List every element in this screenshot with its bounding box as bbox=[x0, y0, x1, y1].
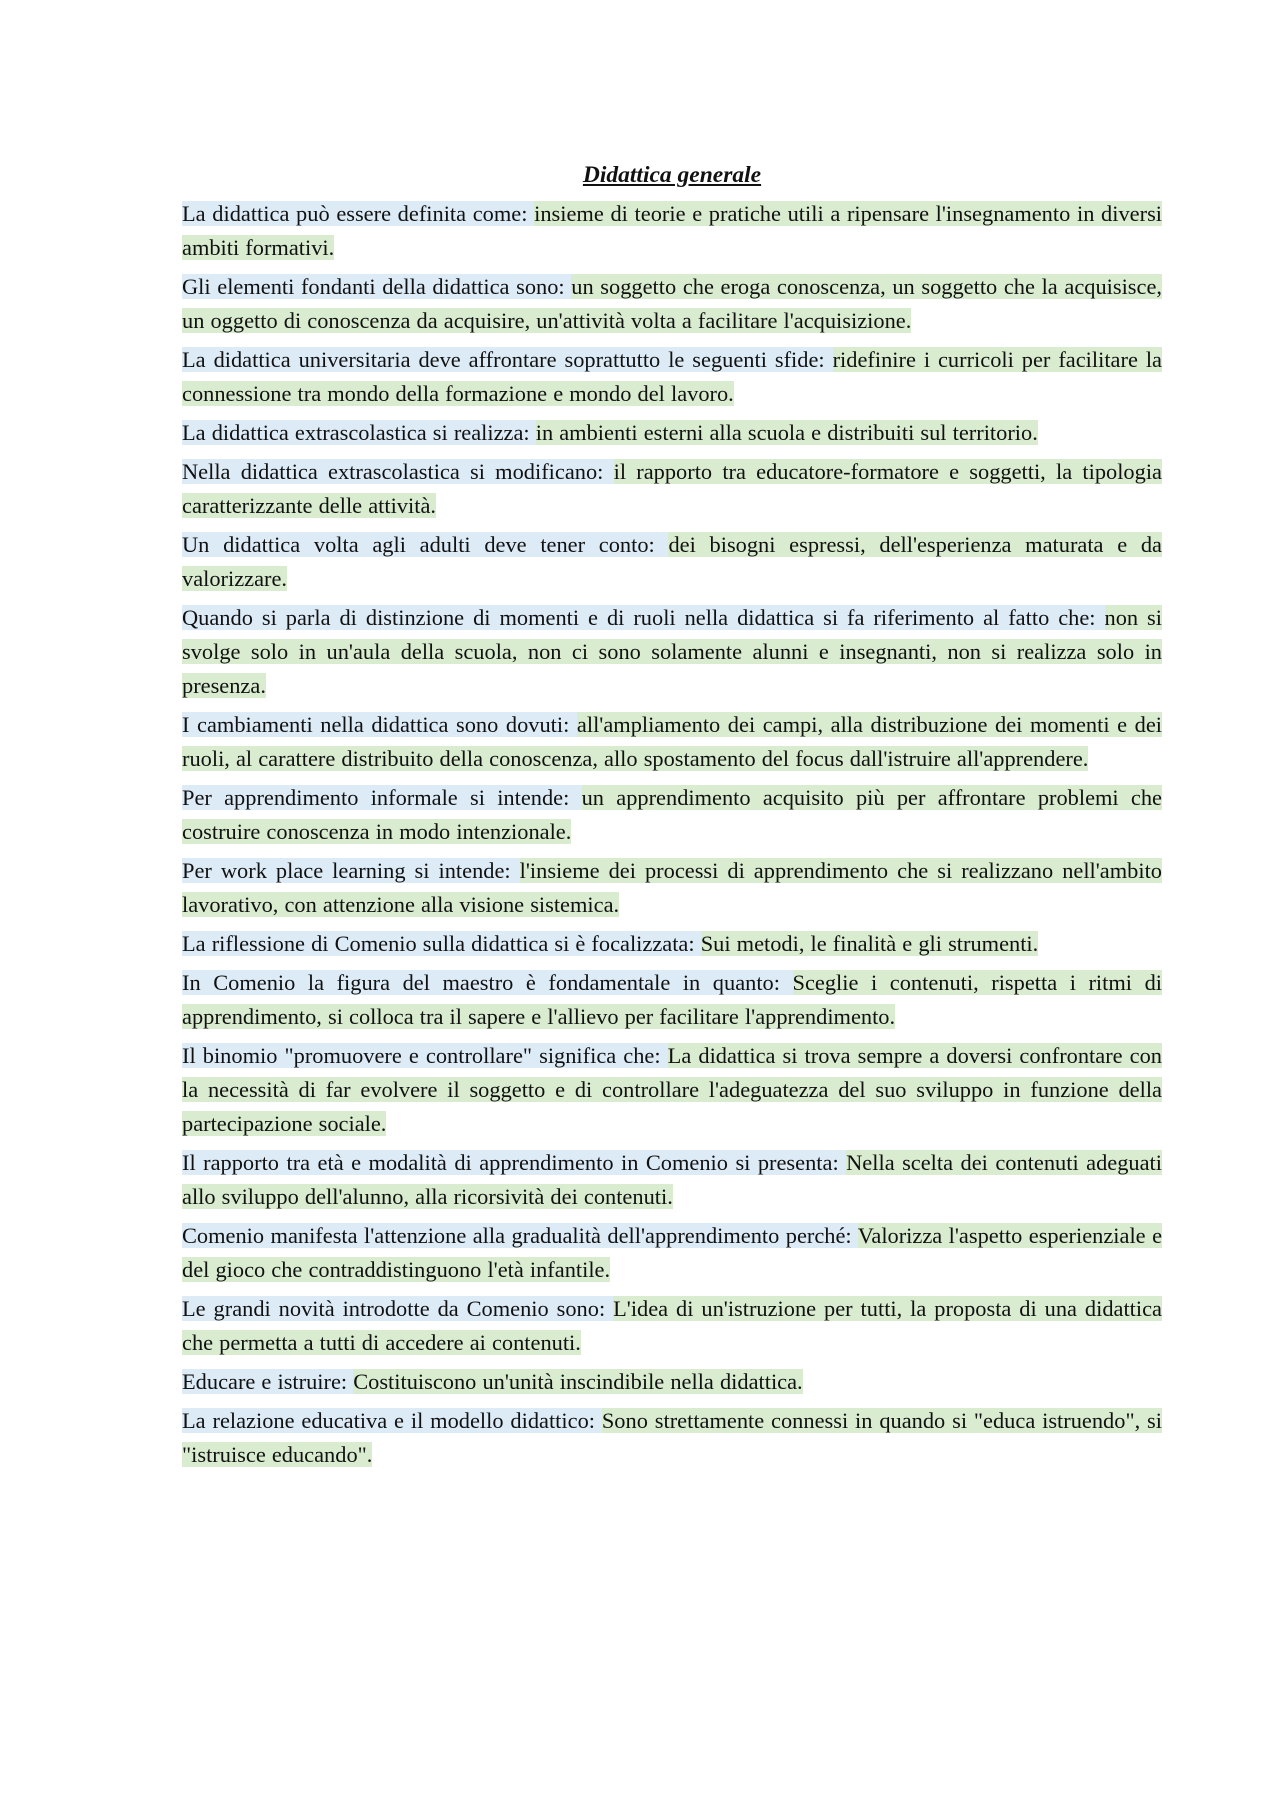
answer: ridefinire i curricoli per facilitare la connessione tra mondo della formazione e mondo del lavoro. bbox=[182, 347, 1162, 406]
qa-item-11 bbox=[182, 927, 1162, 961]
question: La riflessione di Comenio sulla didattica si è focalizzata: bbox=[182, 931, 701, 956]
answer: Valorizza l'aspetto esperienziale e del gioco che contraddistinguono l'età infantile. bbox=[182, 1223, 1163, 1282]
document-page bbox=[182, 158, 1162, 1472]
qa-item-7 bbox=[182, 601, 1162, 703]
question: Il rapporto tra età e modalità di apprendimento in Comenio si presenta: bbox=[182, 1150, 847, 1175]
qa-item-1 bbox=[182, 197, 1162, 265]
qa-item-6 bbox=[182, 528, 1162, 596]
qa-item-10 bbox=[182, 854, 1162, 922]
question: Quando si parla di distinzione di momenti e di ruoli nella didattica si fa riferimento al fatto che: bbox=[182, 605, 1105, 630]
question: La didattica universitaria deve affrontare soprattutto le seguenti sfide: bbox=[182, 347, 833, 372]
qa-item-16 bbox=[182, 1292, 1162, 1360]
answer: un apprendimento acquisito più per affrontare problemi che costruire conoscenza in modo intenzionale. bbox=[182, 785, 1162, 844]
page-title: Didattica generale bbox=[582, 162, 762, 188]
question: Comenio manifesta l'attenzione alla gradualità dell'apprendimento perché: bbox=[182, 1223, 858, 1248]
answer: in ambienti esterni alla scuola e distribuiti sul territorio. bbox=[535, 420, 1038, 445]
question: La relazione educativa e il modello didattico: bbox=[182, 1408, 602, 1433]
qa-item-5 bbox=[182, 455, 1162, 523]
question: La didattica extrascolastica si realizza: bbox=[182, 420, 536, 445]
question: Nella didattica extrascolastica si modificano: bbox=[182, 459, 614, 484]
answer: un soggetto che eroga conoscenza, un soggetto che la acquisisce, un oggetto di conoscenza da acquisire, un'attività volta a facilitare l'acquisizione. bbox=[182, 274, 1162, 333]
answer: La didattica si trova sempre a doversi confrontare con la necessità di far evolvere il soggetto e di controllare l'adeguatezza del suo sviluppo in funzione della partecipazione sociale. bbox=[182, 1043, 1163, 1136]
question: Le grandi novità introdotte da Comenio sono: bbox=[182, 1296, 614, 1321]
qa-item-4 bbox=[182, 416, 1162, 450]
qa-item-12 bbox=[182, 966, 1162, 1034]
qa-item-15 bbox=[182, 1219, 1162, 1287]
answer: Nella scelta dei contenuti adeguati allo sviluppo dell'alunno, alla ricorsività dei contenuti. bbox=[182, 1150, 1162, 1209]
question: Per apprendimento informale si intende: bbox=[182, 785, 582, 810]
answer: all'ampliamento dei campi, alla distribuzione dei momenti e dei ruoli, al carattere distribuito della conoscenza, allo spostamento del focus dall'istruire all'apprendere. bbox=[182, 712, 1162, 771]
answer: il rapporto tra educatore-formatore e soggetti, la tipologia caratterizzante delle attività. bbox=[182, 459, 1162, 518]
qa-item-13 bbox=[182, 1039, 1162, 1141]
question: In Comenio la figura del maestro è fondamentale in quanto: bbox=[182, 970, 793, 995]
question: La didattica può essere definita come: bbox=[182, 201, 535, 226]
qa-item-2 bbox=[182, 270, 1162, 338]
question: Gli elementi fondanti della didattica sono: bbox=[182, 274, 572, 299]
answer: Sono strettamente connessi in quando si "educa istruendo", si "istruisce educando". bbox=[182, 1408, 1162, 1467]
question: Educare e istruire: bbox=[182, 1369, 354, 1394]
answer: Sceglie i contenuti, rispetta i ritmi di apprendimento, si colloca tra il sapere e l'allievo per facilitare l'apprendimento. bbox=[182, 970, 1162, 1029]
question: Un didattica volta agli adulti deve tener conto: bbox=[182, 532, 669, 557]
answer: l'insieme dei processi di apprendimento che si realizzano nell'ambito lavorativo, con attenzione alla visione sistemica. bbox=[182, 858, 1162, 917]
qa-item-8 bbox=[182, 708, 1162, 776]
qa-item-17 bbox=[182, 1365, 1162, 1399]
answer: non si svolge solo in un'aula della scuola, non ci sono solamente alunni e insegnanti, non si realizza solo in presenza. bbox=[182, 605, 1162, 698]
answer: dei bisogni espressi, dell'esperienza maturata e da valorizzare. bbox=[182, 532, 1162, 591]
qa-item-3 bbox=[182, 343, 1162, 411]
qa-item-14 bbox=[182, 1146, 1162, 1214]
answer: Costituiscono un'unità inscindibile nella didattica. bbox=[353, 1369, 803, 1394]
question: Il binomio "promuovere e controllare" significa che: bbox=[182, 1043, 668, 1068]
question: Per work place learning si intende: bbox=[182, 858, 520, 883]
qa-item-9 bbox=[182, 781, 1162, 849]
answer: L'idea di un'istruzione per tutti, la proposta di una didattica che permetta a tutti di accedere ai contenuti. bbox=[182, 1296, 1162, 1355]
qa-item-18 bbox=[182, 1404, 1162, 1472]
answer: Sui metodi, le finalità e gli strumenti. bbox=[700, 931, 1039, 956]
question: I cambiamenti nella didattica sono dovuti: bbox=[182, 712, 577, 737]
answer: insieme di teorie e pratiche utili a ripensare l'insegnamento in diversi ambiti formativi. bbox=[182, 201, 1162, 260]
